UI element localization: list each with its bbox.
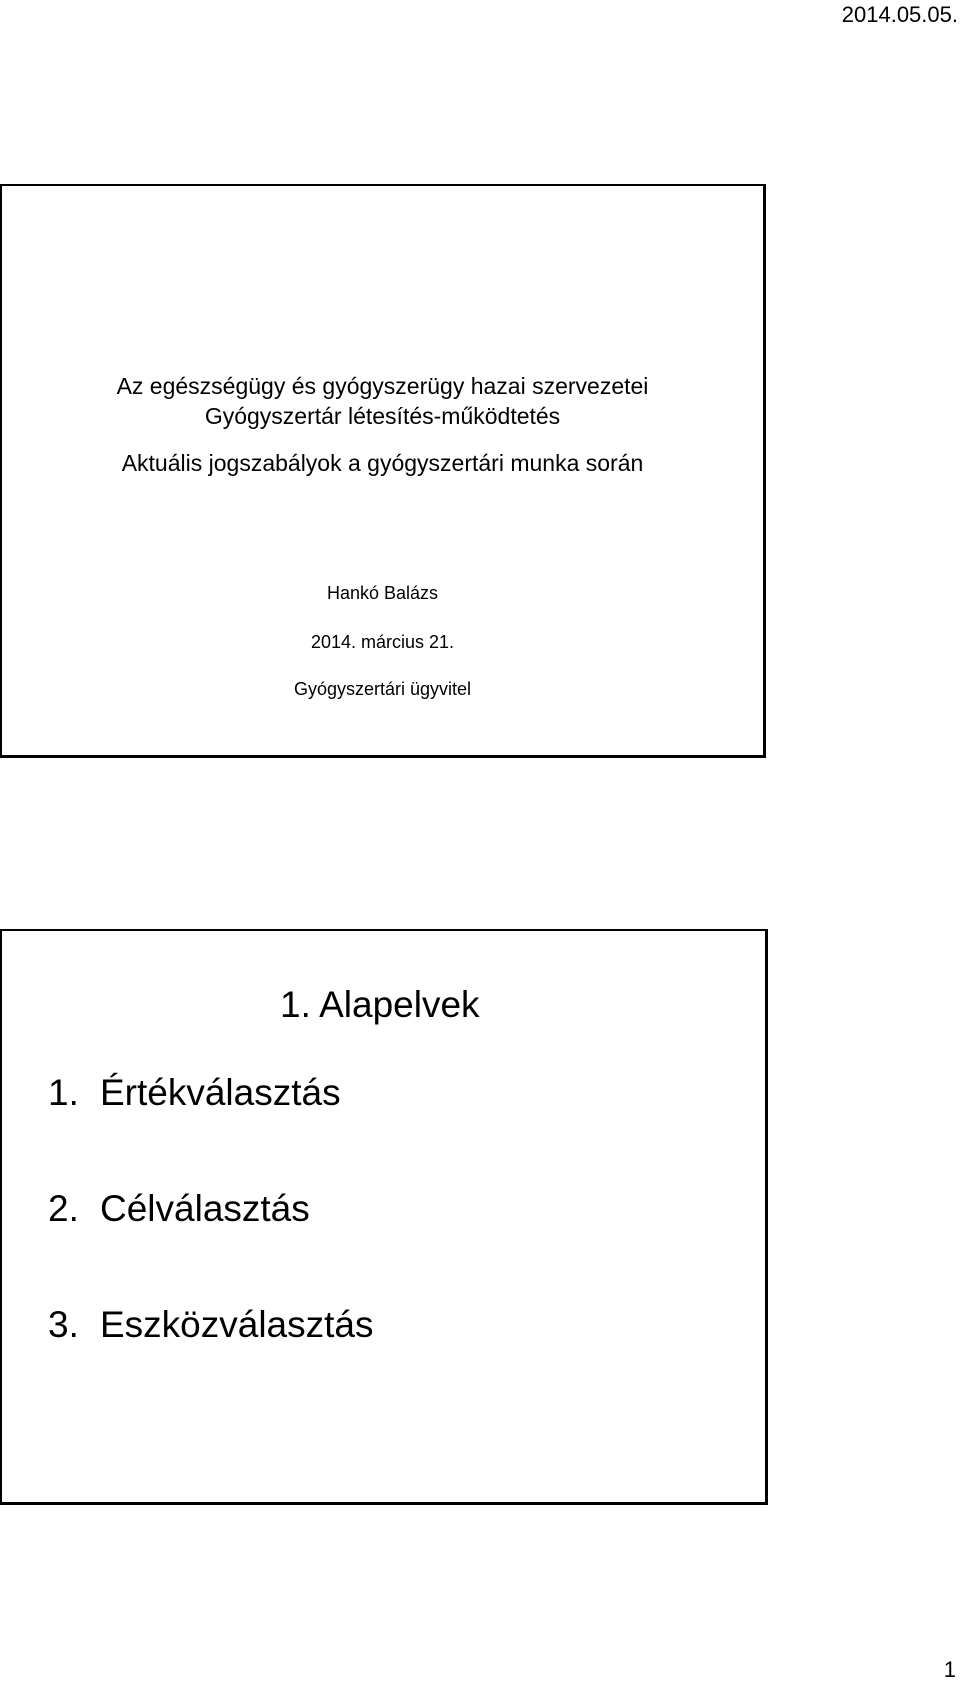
- slide-principles: [0, 929, 768, 1505]
- list-item-number: 1.: [48, 1072, 79, 1113]
- slide-title-line-1: Az egészségügy és gyógyszerügy hazai szervezetei: [116, 373, 649, 399]
- list-item-number: 3.: [48, 1304, 79, 1345]
- list-item: [48, 1187, 374, 1231]
- list-item: [48, 1071, 374, 1115]
- principles-list: [48, 1071, 374, 1347]
- slide-date: 2014. március 21.: [310, 632, 455, 652]
- slide-title-line-2: Gyógyszertár létesítés-működtetés: [204, 403, 561, 429]
- slide-heading: 1. Alapelvek: [280, 984, 480, 1025]
- slide-course-name: Gyógyszertári ügyvitel: [293, 679, 472, 699]
- slide-title-slide: [0, 184, 766, 758]
- list-item-label: Célválasztás: [100, 1188, 310, 1229]
- slide-author: Hankó Balázs: [326, 583, 439, 603]
- list-item-label: Értékválasztás: [100, 1072, 341, 1113]
- header-date: 2014.05.05.: [841, 2, 958, 27]
- slide-title-line-3: Aktuális jogszabályok a gyógyszertári munka során: [121, 450, 644, 476]
- list-item: [48, 1303, 374, 1347]
- list-item-label: Eszközválasztás: [100, 1304, 374, 1345]
- list-item-number: 2.: [48, 1188, 79, 1229]
- page-number: 1: [943, 1657, 956, 1682]
